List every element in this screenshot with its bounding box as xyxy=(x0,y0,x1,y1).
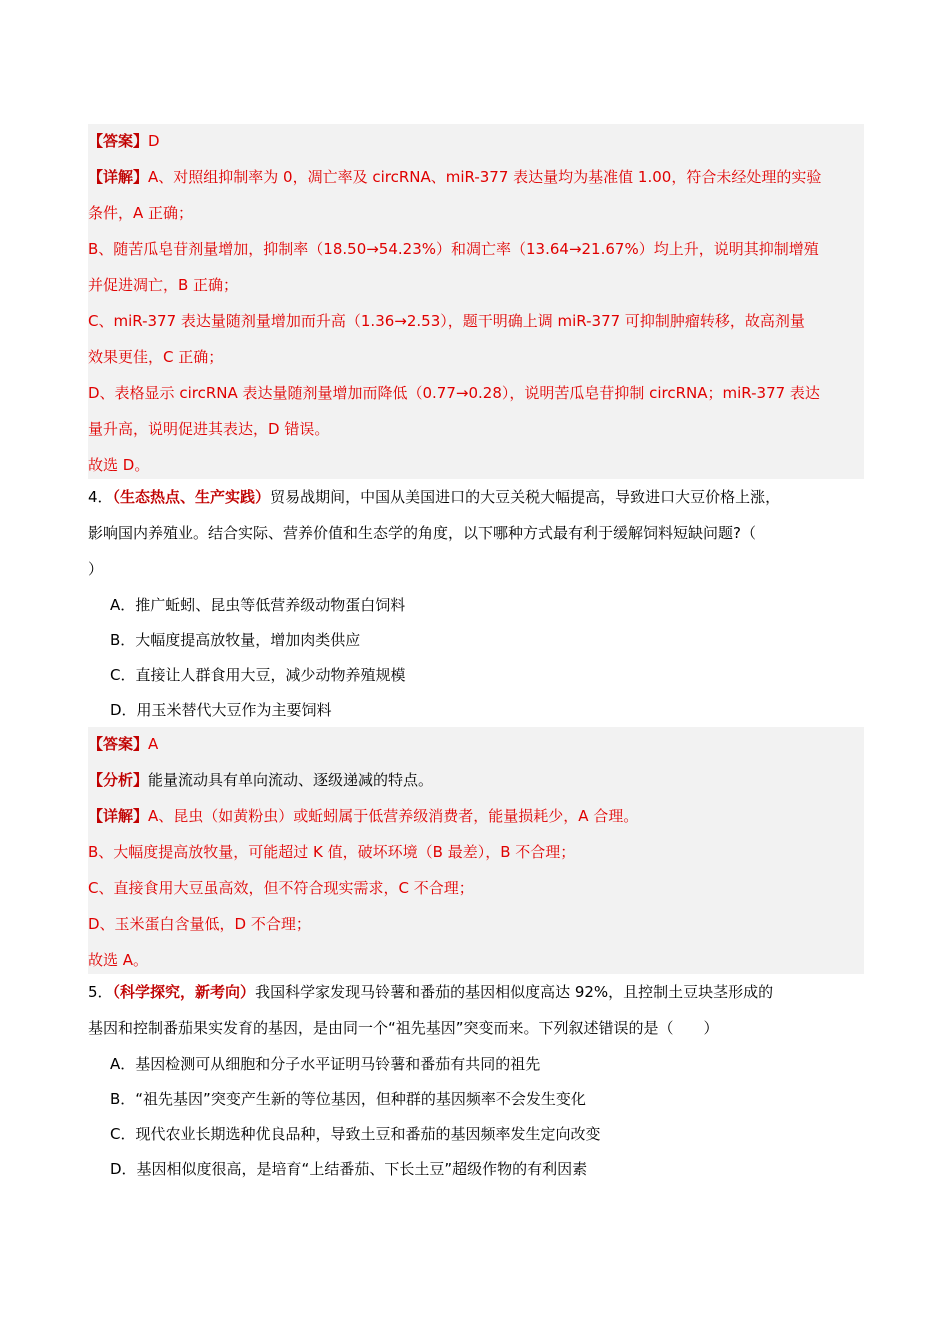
q4-stem-text: 贸易战期间，中国从美国进口的大豆关税大幅提高，导致进口大豆价格上涨， xyxy=(270,488,781,506)
detail-text: A、昆虫（如黄粉虫）或蚯蚓属于低营养级消费者，能量损耗少，A 合理。 xyxy=(148,807,639,825)
q3-detail-line: 量升高，说明促进其表达，D 错误。 xyxy=(88,420,330,438)
q4-analysis-line xyxy=(88,763,864,799)
q5-option-c: C．现代农业长期选种优良品种，导致土豆和番茄的基因频率发生定向改变 xyxy=(110,1125,601,1143)
q5-option-a: A．基因检测可从细胞和分子水平证明马铃薯和番茄有共同的祖先 xyxy=(110,1055,541,1073)
q4-number: 4． xyxy=(88,488,113,506)
q4-answer-line xyxy=(88,727,864,763)
q3-detail-line: B、随苦瓜皂苷剂量增加，抑制率（18.50→54.23%）和凋亡率（13.64→21.67%）均上升，说明其抑制增殖 xyxy=(88,240,819,258)
q5-stem-cont: 基因和控制番茄果实发育的基因，是由同一个“祖先基因”突变而来。下列叙述错误的是（ ） xyxy=(88,1019,719,1037)
q4-tag: （生态热点、生产实践） xyxy=(112,488,271,506)
q4-option-a: A．推广蚯蚓、昆虫等低营养级动物蛋白饲料 xyxy=(110,596,406,614)
detail-tag: 【详解】 xyxy=(88,168,149,186)
q4-detail-line: D、玉米蛋白含量低，D 不合理； xyxy=(88,915,311,933)
detail-tag: 【详解】 xyxy=(88,807,149,825)
answer-value: A xyxy=(148,735,159,753)
q5-option-b: B．“祖先基因”突变产生新的等位基因，但种群的基因频率不会发生变化 xyxy=(110,1090,586,1108)
q4-conclusion: 故选 A。 xyxy=(88,951,149,969)
q4-detail-line: C、直接食用大豆虽高效，但不符合现实需求，C 不合理； xyxy=(88,879,474,897)
q4-option-c: C．直接让人群食用大豆，减少动物养殖规模 xyxy=(110,666,406,684)
q3-detail-line: C、miR-377 表达量随剂量增加而升高（1.36→2.53），题干明确上调 miR-377 可抑制肿瘤转移，故高剂量 xyxy=(88,312,805,330)
answer-value: D xyxy=(148,132,160,150)
detail-text: A、对照组抑制率为 0，凋亡率及 circRNA、miR-377 表达量均为基准值 1.00，符合未经处理的实验 xyxy=(148,168,822,186)
q5-tag: （科学探究，新考向） xyxy=(112,983,256,1001)
document-page xyxy=(88,124,864,1186)
q5-number: 5． xyxy=(88,983,113,1001)
question-4 xyxy=(88,479,864,727)
q4-option-b: B．大幅度提高放牧量，增加肉类供应 xyxy=(110,631,361,649)
q3-detail-line: D、表格显示 circRNA 表达量随剂量增加而降低（0.77→0.28），说明苦瓜皂苷抑制 circRNA；miR-377 表达 xyxy=(88,384,820,402)
question-5 xyxy=(88,974,864,1186)
analysis-text: 能量流动具有单向流动、逐级递减的特点。 xyxy=(148,771,434,789)
q4-detail-line: B、大幅度提高放牧量，可能超过 K 值，破坏环境（B 最差），B 不合理； xyxy=(88,843,576,861)
answer-tag: 【答案】 xyxy=(88,735,149,753)
q4-stem xyxy=(88,479,864,515)
q5-stem xyxy=(88,974,864,1010)
q4-stem-cont: ） xyxy=(88,560,104,578)
q4-detail-line xyxy=(88,799,864,835)
q3-detail-line: 效果更佳，C 正确； xyxy=(88,348,224,366)
q5-option-d: D．基因相似度很高，是培育“上结番茄、下长土豆”超级作物的有利因素 xyxy=(110,1160,588,1178)
q4-answer-box xyxy=(88,727,864,974)
q3-detail-line: 并促进凋亡，B 正确； xyxy=(88,276,239,294)
q3-conclusion: 故选 D。 xyxy=(88,456,150,474)
q3-answer-box xyxy=(88,124,864,479)
answer-tag: 【答案】 xyxy=(88,132,149,150)
analysis-tag: 【分析】 xyxy=(88,771,149,789)
q4-stem-cont: 影响国内养殖业。结合实际、营养价值和生态学的角度，以下哪种方式最有利于缓解饲料短缺问题?（ xyxy=(88,524,756,542)
q5-stem-text: 我国科学家发现马铃薯和番茄的基因相似度高达 92%，且控制土豆块茎形成的 xyxy=(255,983,774,1001)
q3-answer-line xyxy=(88,124,864,160)
q3-detail-line: 条件，A 正确； xyxy=(88,204,194,222)
q3-detail-line xyxy=(88,160,864,196)
q4-option-d: D．用玉米替代大豆作为主要饲料 xyxy=(110,701,332,719)
